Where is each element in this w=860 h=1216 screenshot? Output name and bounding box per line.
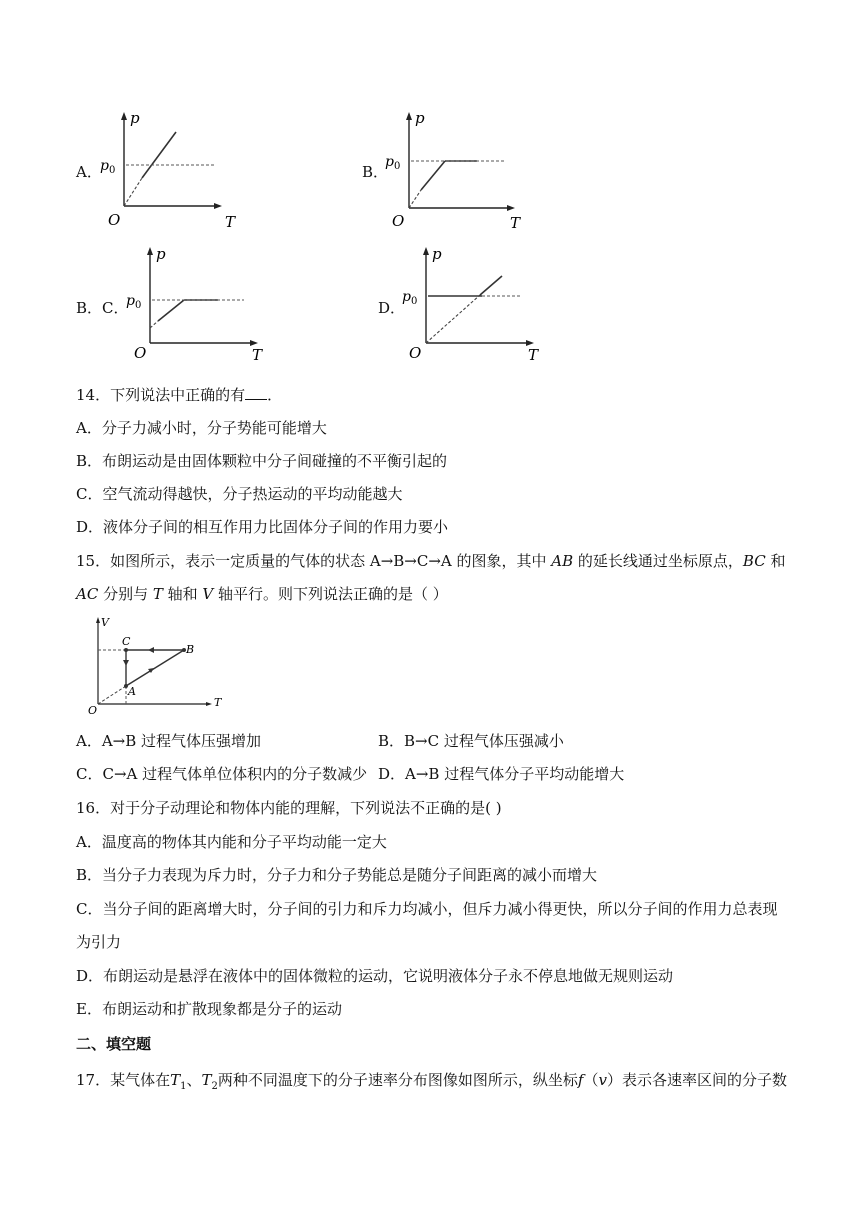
origin-label: O	[108, 211, 121, 229]
q14-stem	[76, 385, 282, 405]
q16-option-c: C．当分子间的距离增大时，分子间的引力和斥力均减小，但斥力减小得更快，所以分子间的作用力总表现	[76, 900, 778, 918]
q17-t1: T	[170, 1071, 181, 1089]
q17-t2: T	[201, 1071, 212, 1089]
origin-label: O	[409, 344, 422, 362]
q15-text: 15．如图所示，表示一定质量的气体的状态 A→B→C→A 的图象，其中	[76, 552, 552, 570]
answer-blank	[245, 385, 267, 400]
p0-label: $p_0$	[402, 289, 418, 307]
q14-stem-end: ．	[267, 386, 283, 404]
q15-bc: BC	[742, 552, 766, 570]
q15-option-c: C．C→A 过程气体单位体积内的分子数减少	[76, 765, 368, 783]
q15-text: 和	[765, 552, 786, 570]
q16-option-e: E．布朗运动和扩散现象都是分子的运动	[76, 1000, 342, 1018]
q17-f: f	[577, 1071, 584, 1089]
origin-label: O	[88, 704, 98, 717]
q15-ac: AC	[76, 585, 99, 603]
option-a-label: A．	[76, 163, 102, 181]
v-axis-label: V	[101, 616, 109, 629]
q14-stem-text: 14．下列说法中正确的有	[76, 386, 246, 404]
q17-text: （	[583, 1071, 599, 1089]
q17-v: v	[598, 1071, 607, 1089]
q15-text: 轴和	[162, 585, 203, 603]
p0-label: $p_0$	[385, 154, 401, 172]
option-d-label: D．	[378, 299, 406, 317]
q15-text: 轴平行。则下列说法正确的是（ ）	[213, 585, 448, 603]
vt-diagram	[88, 614, 228, 717]
origin-label: O	[392, 212, 405, 230]
q16-option-a: A．温度高的物体其内能和分子平均动能一定大	[76, 833, 387, 851]
section-heading: 二、填空题	[76, 1035, 152, 1053]
graph-d	[402, 245, 552, 365]
axis-t-label: T	[510, 214, 521, 232]
axis-p-label: p	[415, 109, 425, 127]
q17-text: 17．某气体在	[76, 1071, 171, 1089]
axis-t-label: T	[225, 213, 236, 231]
t-axis-label: T	[214, 696, 222, 709]
point-b-label: B	[186, 643, 195, 656]
q15-t: T	[152, 585, 163, 603]
q15-text: 分别与	[98, 585, 153, 603]
graph-c	[126, 245, 276, 365]
q16-stem: 16．对于分子动理论和物体内能的理解，下列说法不正确的是( )	[76, 799, 502, 817]
q15-option-b: B．B→C 过程气体压强减小	[378, 732, 564, 750]
q15-v: V	[202, 585, 214, 603]
origin-label: O	[134, 344, 147, 362]
q14-option-d: D．液体分子间的相互作用力比固体分子间的作用力要小	[76, 518, 449, 536]
axis-p-label: p	[156, 245, 166, 263]
q17-text: 、	[186, 1071, 202, 1089]
q15-text: 的延长线通过坐标原点，	[573, 552, 743, 570]
q15-option-d: D．A→B 过程气体分子平均动能增大	[378, 765, 625, 783]
q15-stem-line2	[76, 584, 448, 604]
p0-label: $p_0$	[100, 158, 116, 176]
p0-label: $p_0$	[126, 293, 142, 311]
q14-option-b: B．布朗运动是由固体颗粒中分子间碰撞的不平衡引起的	[76, 452, 448, 470]
option-b-label: B．	[362, 163, 389, 181]
axis-t-label: T	[252, 346, 263, 364]
q15-option-a: A．A→B 过程气体压强增加	[76, 732, 262, 750]
axis-p-label: p	[432, 245, 442, 263]
q17-text: 两种不同温度下的分子速率分布图像如图所示，纵坐标	[217, 1071, 578, 1089]
graph-b	[385, 110, 535, 230]
q16-option-d: D．布朗运动是悬浮在液体中的固体微粒的运动，它说明液体分子永不停息地做无规则运动	[76, 967, 674, 985]
q14-option-c: C．空气流动得越快，分子热运动的平均动能越大	[76, 485, 403, 503]
axis-p-label: p	[130, 109, 140, 127]
option-c-label: B．C．	[76, 299, 129, 317]
q17-t2-sub: 2	[211, 1081, 218, 1092]
q17-text: ）表示各速率区间的分子数	[606, 1071, 787, 1089]
q17-t1-sub: 1	[180, 1081, 187, 1092]
q17-stem	[76, 1070, 787, 1097]
q16-option-b: B．当分子力表现为斥力时，分子力和分子势能总是随分子间距离的减小而增大	[76, 866, 598, 884]
q15-ab: AB	[551, 552, 574, 570]
q15-stem-line1	[76, 551, 785, 571]
graph-a	[100, 110, 240, 230]
point-c-label: C	[122, 635, 131, 648]
q16-option-c-cont: 为引力	[76, 933, 122, 951]
axis-t-label: T	[528, 346, 539, 364]
point-a-label: A	[128, 685, 136, 698]
q14-option-a: A．分子力减小时，分子势能可能增大	[76, 419, 327, 437]
